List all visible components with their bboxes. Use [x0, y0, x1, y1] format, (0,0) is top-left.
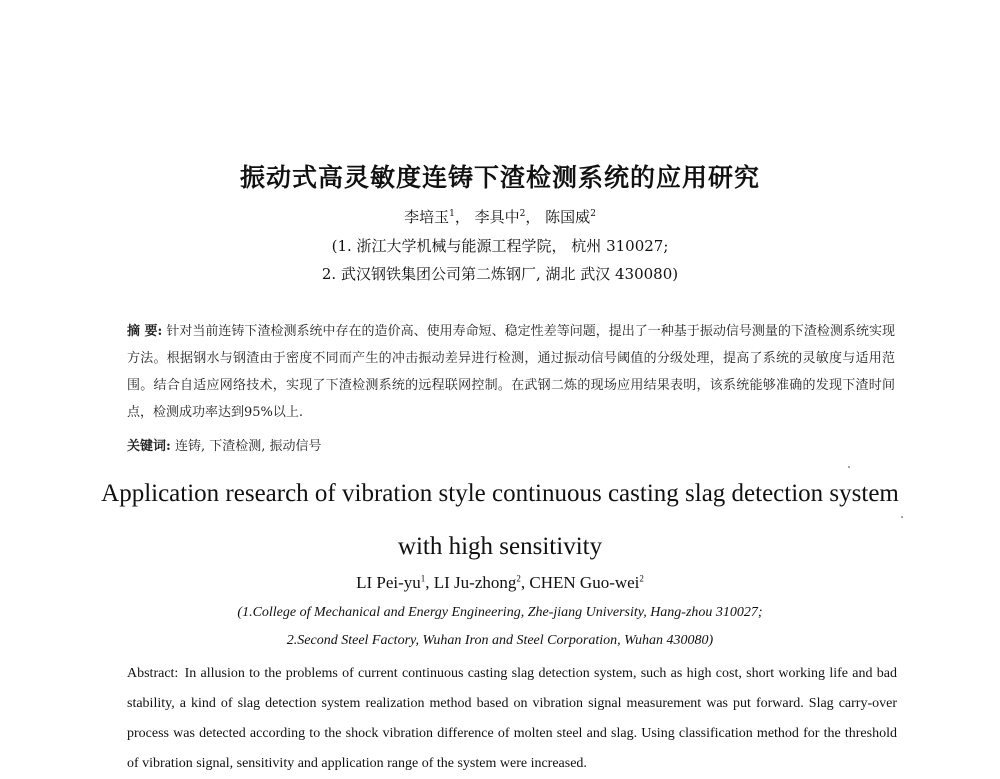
paper-title-en-line-1: Application research of vibration style continuous casting slag detection system	[101, 480, 899, 507]
affiliation-cn-2: 2. 武汉钢铁集团公司第二炼钢厂, 湖北 武汉 430080)	[321, 265, 679, 283]
abstract-en	[127, 659, 897, 779]
author-list-cn	[0, 206, 1000, 227]
author-cn: 李培玉$^1$，	[404, 208, 470, 226]
author-en: LI Ju-zhong$^2$,	[433, 573, 530, 592]
affiliation-cn-1: (1. 浙江大学机械与能源工程学院， 杭州 310027;	[331, 237, 669, 255]
scan-speck	[901, 516, 903, 518]
abstract-cn-text: 针对当前连铸下渣检测系统中存在的造价高、使用寿命短、稳定性差等问题，提出了一种基于振动信号测量的下渣检测系统实现方法。根据钢水与钢渣由于密度不同而产生的冲击振动差异进行检测，通过振动信号阈值的分级处理，提高了系统的灵敏度与适用范围。结合自适应网络技术，实现了下渣检测系统的远程联网控制。在武钢二炼的现场应用结果表明，该系统能够准确的发现下渣时间点，检测成功率达到95%以上.	[127, 324, 895, 420]
paper-title-cn: 振动式高灵敏度连铸下渣检测系统的应用研究	[239, 163, 760, 192]
keywords-cn-text: 连铸, 下渣检测, 振动信号	[174, 439, 322, 454]
abstract-en-text: In allusion to the problems of current continuous casting slag detection system, such as high cost, short working life and bad stability, a kind of slag detection system realization method based on vibration signal measurement was put forward. Slag carry-over process was detected according to the shock vibration difference of molten steel and slag. Using classification method for the threshold of vibration signal, sensitivity and application range of the system were increased.	[127, 666, 897, 771]
abstract-en-label: Abstract:	[127, 666, 179, 681]
abstract-cn-label: 摘 要:	[127, 324, 163, 339]
keywords-cn-label: 关键词:	[127, 439, 171, 454]
keywords-cn	[127, 435, 895, 454]
author-list-en	[0, 573, 1000, 593]
author-en: LI Pei-$yu^1$,	[356, 573, 434, 592]
author-cn: 陈国威$^2$	[545, 208, 596, 226]
author-cn: 李具中$^2$，	[474, 208, 541, 226]
affiliation-en-2: 2.Second Steel Factory, Wuhan Iron and Steel Corporation, Wuhan 430080)	[286, 633, 714, 648]
scan-speck	[848, 466, 850, 468]
author-en: CHEN Guo-wei$^2$	[529, 573, 644, 592]
paper-title-en-line-2: with high sensitivity	[397, 533, 603, 560]
abstract-cn	[127, 318, 895, 426]
affiliation-en-1: (1.College of Mechanical and Energy Engineering, Zhe-jiang University, Hang-zhou 310027;	[237, 605, 763, 620]
